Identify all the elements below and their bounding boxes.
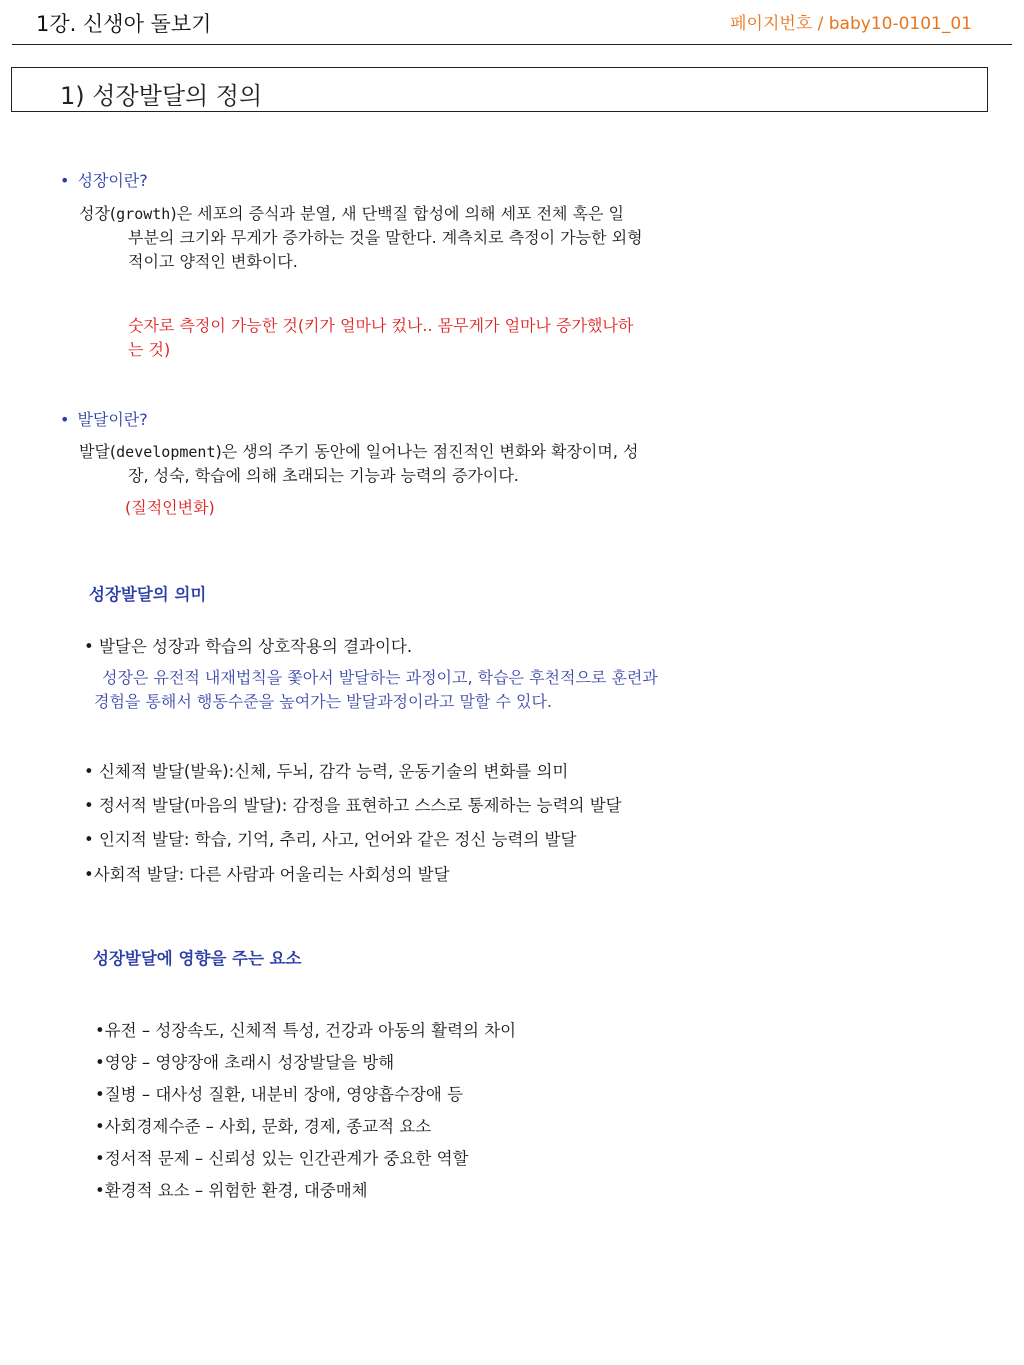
meaning-explain-line-1: 성장은 유전적 내재법칙을 쫓아서 발달하는 과정이고, 학습은 후천적으로 훈련과 (102, 668, 658, 687)
development-def-prefix: 발달( (79, 442, 117, 461)
growth-note (128, 314, 633, 362)
development-def-line-2: 장, 성숙, 학습에 의해 초래되는 기능과 능력의 증가이다. (128, 466, 519, 485)
development-definition (79, 440, 819, 488)
growth-question (60, 168, 148, 191)
development-type-physical: • 신체적 발달(발육):신체, 두뇌, 감각 능력, 운동기술의 변화를 의미 (84, 762, 569, 781)
section-title: 1) 성장발달의 정의 (60, 82, 263, 110)
factor-item: •정서적 문제 – 신뢰성 있는 인간관계가 중요한 역할 (95, 1149, 469, 1168)
development-term: development (116, 443, 216, 461)
meaning-explanation (94, 666, 658, 714)
meaning-explain-line-2: 경험을 통해서 행동수준을 높여가는 발달과정이라고 말할 수 있다. (94, 692, 553, 711)
growth-note-line-2: 는 것) (128, 340, 171, 359)
development-type-emotional: • 정서적 발달(마음의 발달): 감정을 표현하고 스스로 통제하는 능력의 발달 (84, 796, 622, 815)
factor-item: •유전 – 성장속도, 신체적 특성, 건강과 아동의 활력의 차이 (95, 1021, 517, 1040)
development-def-rest: )은 생의 주기 동안에 일어나는 점진적인 변화와 확장이며, 성 (215, 442, 639, 461)
development-type-social: •사회적 발달: 다른 사람과 어울리는 사회성의 발달 (84, 865, 450, 884)
lecture-title: 1강. 신생아 돌보기 (36, 12, 212, 36)
bullet-dot: • (60, 171, 70, 190)
factors-heading: 성장발달에 영향을 주는 요소 (93, 949, 302, 968)
development-type-cognitive: • 인지적 발달: 학습, 기억, 추리, 사고, 언어와 같은 정신 능력의 발달 (84, 830, 577, 849)
factor-item: •영양 – 영양장애 초래시 성장발달을 방해 (95, 1053, 395, 1072)
growth-def-line-1 (79, 202, 819, 226)
bullet-dot: • (60, 410, 70, 429)
development-question (60, 407, 148, 430)
development-def-line-1 (79, 440, 819, 464)
page-number-code: 페이지번호 / baby10-0101_01 (730, 14, 972, 34)
factor-item: •질병 – 대사성 질환, 내분비 장애, 영양흡수장애 등 (95, 1085, 464, 1104)
growth-question-text: 성장이란? (77, 171, 148, 190)
development-question-text: 발달이란? (77, 410, 148, 429)
growth-def-prefix: 성장( (79, 204, 117, 223)
header-divider (12, 44, 1012, 45)
development-note: (질적인변화) (125, 498, 215, 517)
growth-note-line-1: 숫자로 측정이 가능한 것(키가 얼마나 컸나.. 몸무게가 얼마나 증가했나하 (128, 316, 634, 335)
growth-term: growth (116, 205, 171, 223)
meaning-bullet: • 발달은 성장과 학습의 상호작용의 결과이다. (84, 637, 413, 656)
factor-item: •환경적 요소 – 위험한 환경, 대중매체 (95, 1181, 368, 1200)
growth-def-rest: )은 세포의 증식과 분열, 새 단백질 합성에 의해 세포 전체 혹은 일 (170, 204, 625, 223)
growth-def-line-2: 부분의 크기와 무게가 증가하는 것을 말한다. 계측치로 측정이 가능한 외형 (128, 228, 643, 247)
factor-item: •사회경제수준 – 사회, 문화, 경제, 종교적 요소 (95, 1117, 432, 1136)
growth-def-line-3: 적이고 양적인 변화이다. (128, 252, 298, 271)
meaning-heading: 성장발달의 의미 (89, 585, 207, 604)
growth-definition (79, 202, 819, 274)
